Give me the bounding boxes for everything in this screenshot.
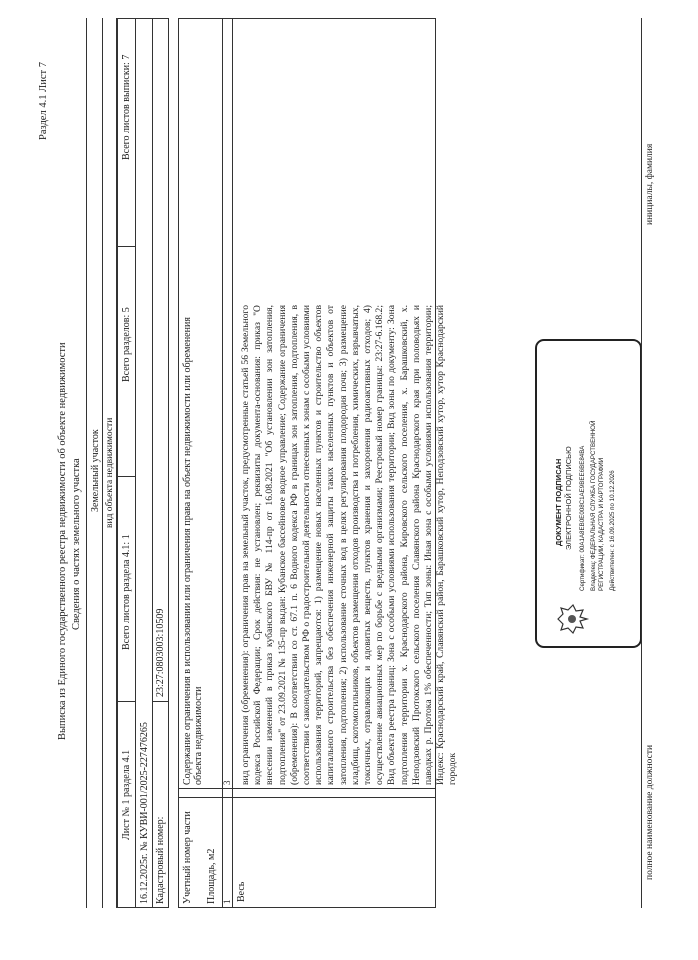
document-title: Выписка из Единого государственного реестра недвижимости об объекте недвижимости <box>57 342 68 740</box>
cadastral-label: Кадастровый номер: <box>155 816 166 904</box>
stamp-valid: Действителен: с 16.09.2025 по 10.12.2026 <box>609 470 616 591</box>
restriction-content: вид ограничения (обременения): ограничения прав на земельный участок, предусмотренные статьей 56 Земельного кодекса Российской Федерации; Срок действия: не установлен; реквизиты документа-основания: приказ "О внесении изменений в приказ кубанского БВУ № 114-пр от 16.08.2021 "Об установлении зон затопления, подтопления" от 23.09.2021 № 135-пр выдан: Кубанское бассейновое водное управление; Содержание ограничения (обременения): В соответствии со ст. 67.1 п. 6 Водного кодекса РФ в границах зон затопления, подтопления, в соответствии с законодательством РФ о градостроительной деятельности отнесенных к зонам с особыми условиями использования территорий, запрещаются: 1) размещение новых населенных пунктов и строительство объектов капитального строительства без обеспечения инженерной защиты таких населенных пунктов и объектов от затопления, подтопления; 2) использование сточных вод в целях регулирования плодородия почв; 3) размещение кладбищ, скотомогильников, объектов размещения отходов производства и потребления, химических, взрывчатых, токсичных, отравляющих и ядовитых веществ, пунктов хранения и захоронения радиоактивных отходов; 4) осуществление авиационных мер по борьбе с вредными организмами; Реестровый номер границы: 23:27-6.168.2; Вид объекта реестра границ: Зона с особыми условиями использования территории; Вид зоны по документу: Зона подтопления территории х. Краснодарского района, Кировского сельского поселения, х. Барашковский, х. Неподзовский Протокского сельского поселения Славянского района Краснодарского края при половодьях и паводках р. Протока 1% обеспеченности; Тип зоны: Иная зона с особыми условиями использования территории; Индекс: Краснодарский край, Славянский район, Барашковский хутор, Неподзовский хутор, хутор Краснодарский городок <box>240 305 459 785</box>
emblem-icon <box>555 602 595 636</box>
stamp-owner-2: РЕГИСТРАЦИИ, КАДАСТРА И КАРТОГРАФИИ <box>598 457 605 591</box>
date-number: 16.12.2025г. № КУВИ-001/2025-227476265 <box>139 722 150 904</box>
document-subtitle: Сведения о частях земельного участка <box>71 458 82 630</box>
initials-caption: инициалы, фамилия <box>645 143 655 225</box>
stamp-title-2: ЭЛЕКТРОННОЙ ПОДПИСЬЮ <box>564 446 573 550</box>
electronic-signature-stamp <box>535 339 642 648</box>
section-sheet: Раздел 4.1 Лист 7 <box>38 62 49 140</box>
cadastral-value: 23:27:0803003:10509 <box>155 608 166 697</box>
col-number-1: 1 <box>222 899 232 904</box>
sheet-number: Лист № 1 раздела 4.1 <box>121 749 132 840</box>
header-area: Площадь, м2 <box>206 848 217 904</box>
object-type: Земельный участок <box>90 429 101 512</box>
area-value: Весь <box>236 881 247 902</box>
header-content: Содержание ограничения в использовании или ограничения права на объект недвижимости или обременения объекта недвижимости <box>182 317 204 785</box>
stamp-certificate: Сертификат: 00А1А8ЕВ0Е008С1АЕ9ВЕЕ6ВЕ84ВА <box>579 445 586 591</box>
stamp-title: ДОКУМЕНТ ПОДПИСАН <box>554 458 563 546</box>
sheets-total-section: Всего листов раздела 4.1: 1 <box>121 534 132 650</box>
object-type-caption: вид объекта недвижимости <box>105 417 115 528</box>
position-caption: полное наименование должности <box>645 744 655 880</box>
stamp-owner: Владелец: ФЕДЕРАЛЬНАЯ СЛУЖБА ГОСУДАРСТВЕННОЙ <box>590 420 597 591</box>
header-part-number: Учетный номер части <box>182 811 193 904</box>
sections-total: Всего разделов: 5 <box>121 307 132 382</box>
col-number-3: 3 <box>222 780 232 785</box>
extract-sheets-total: Всего листов выписки: 7 <box>121 54 132 160</box>
